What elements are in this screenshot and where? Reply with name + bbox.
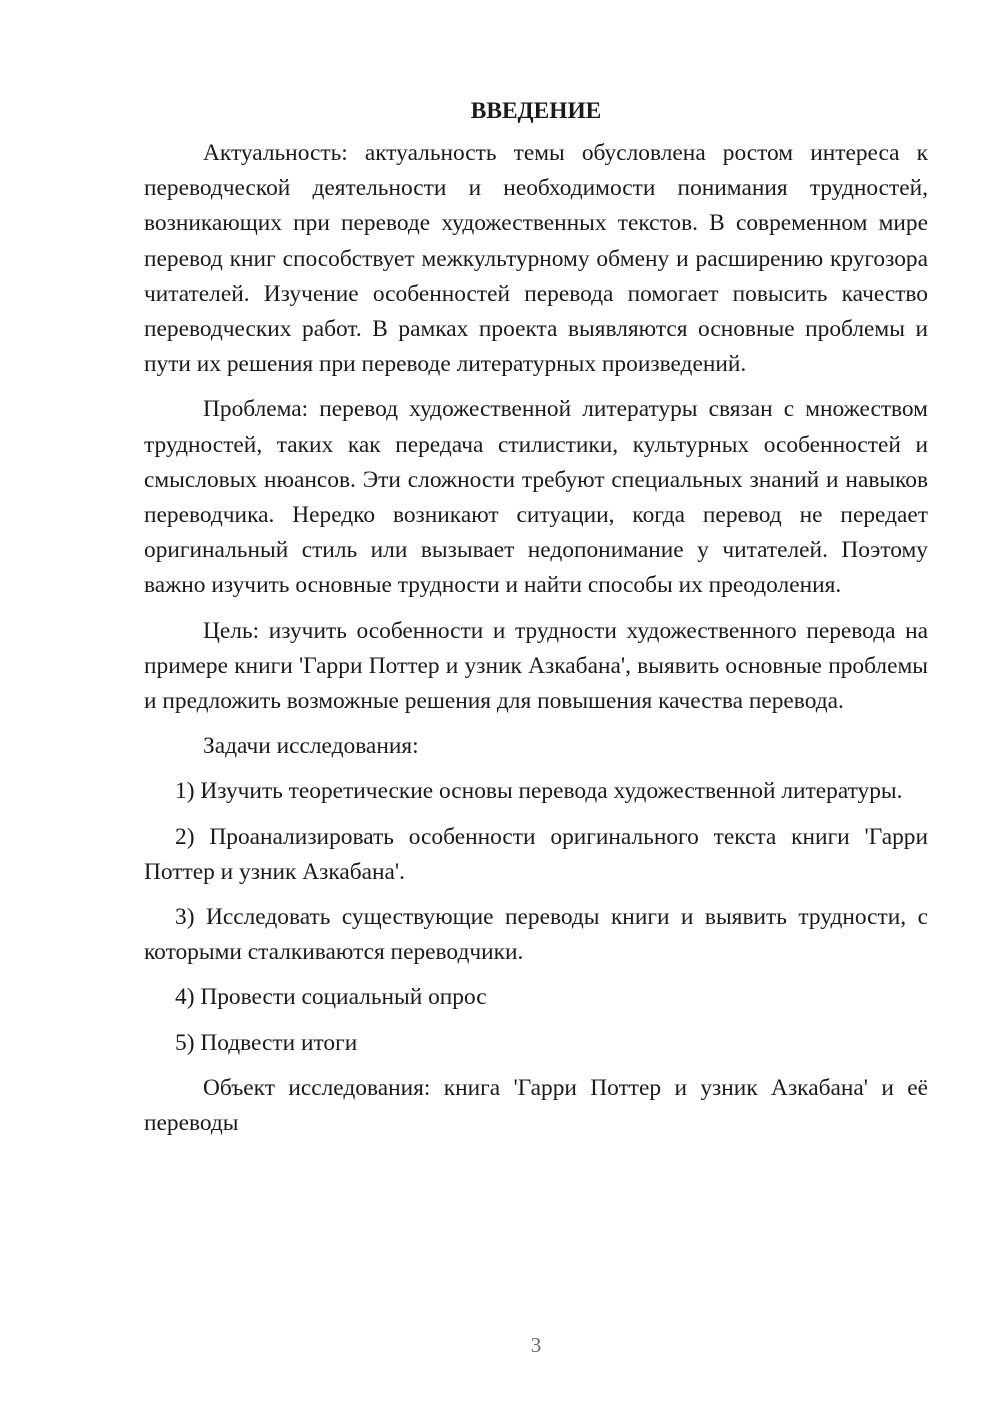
task-item-5: 5) Подвести итоги	[175, 1029, 358, 1056]
page-number: 3	[530, 1333, 542, 1357]
task-item-4: 4) Провести социальный опрос	[175, 984, 487, 1011]
section-heading: ВВЕДЕНИЕ	[470, 98, 602, 124]
page-content	[144, 96, 928, 1151]
paragraph-problem: Проблема: перевод художественной литературы связан с множеством трудностей, таких как передача стилистики, культурных особенностей и смысловых нюансов. Эти сложности требуют специальных знаний и навыков переводчика. Нередко возникают ситуации, когда перевод не передает оригинальный стиль или вызывает недопонимание у читателей. Поэтому важно изучить основные трудности и найти способы их преодоления.	[144, 396, 928, 599]
paragraph-object: Объект исследования: книга 'Гарри Поттер и узник Азкабана' и её переводы	[144, 1074, 928, 1137]
paragraph-relevance: Актуальность: актуальность темы обусловлена ростом интереса к переводческой деятельности и необходимости понимания трудностей, возникающих при переводе художественных текстов. В современном мире перевод книг способствует межкультурному обмену и расширению кругозора читателей. Изучение особенностей перевода помогает повысить качество переводческих работ. В рамках проекта выявляются основные проблемы и пути их решения при переводе литературных произведений.	[144, 140, 928, 378]
tasks-heading: Задачи исследования:	[203, 733, 419, 760]
task-item-2: 2) Проанализировать особенности оригинального текста книги 'Гарри Поттер и узник Азкабана'.	[144, 823, 928, 885]
paragraph-goal: Цель: изучить особенности и трудности художественного перевода на примере книги 'Гарри Поттер и узник Азкабана', выявить основные проблемы и предложить возможные решения для повышения качества перевода.	[144, 617, 928, 715]
task-item-3: 3) Исследовать существующие переводы книги и выявить трудности, с которыми сталкиваются переводчики.	[144, 904, 928, 966]
task-item-1: 1) Изучить теоретические основы перевода художественной литературы.	[175, 778, 903, 805]
